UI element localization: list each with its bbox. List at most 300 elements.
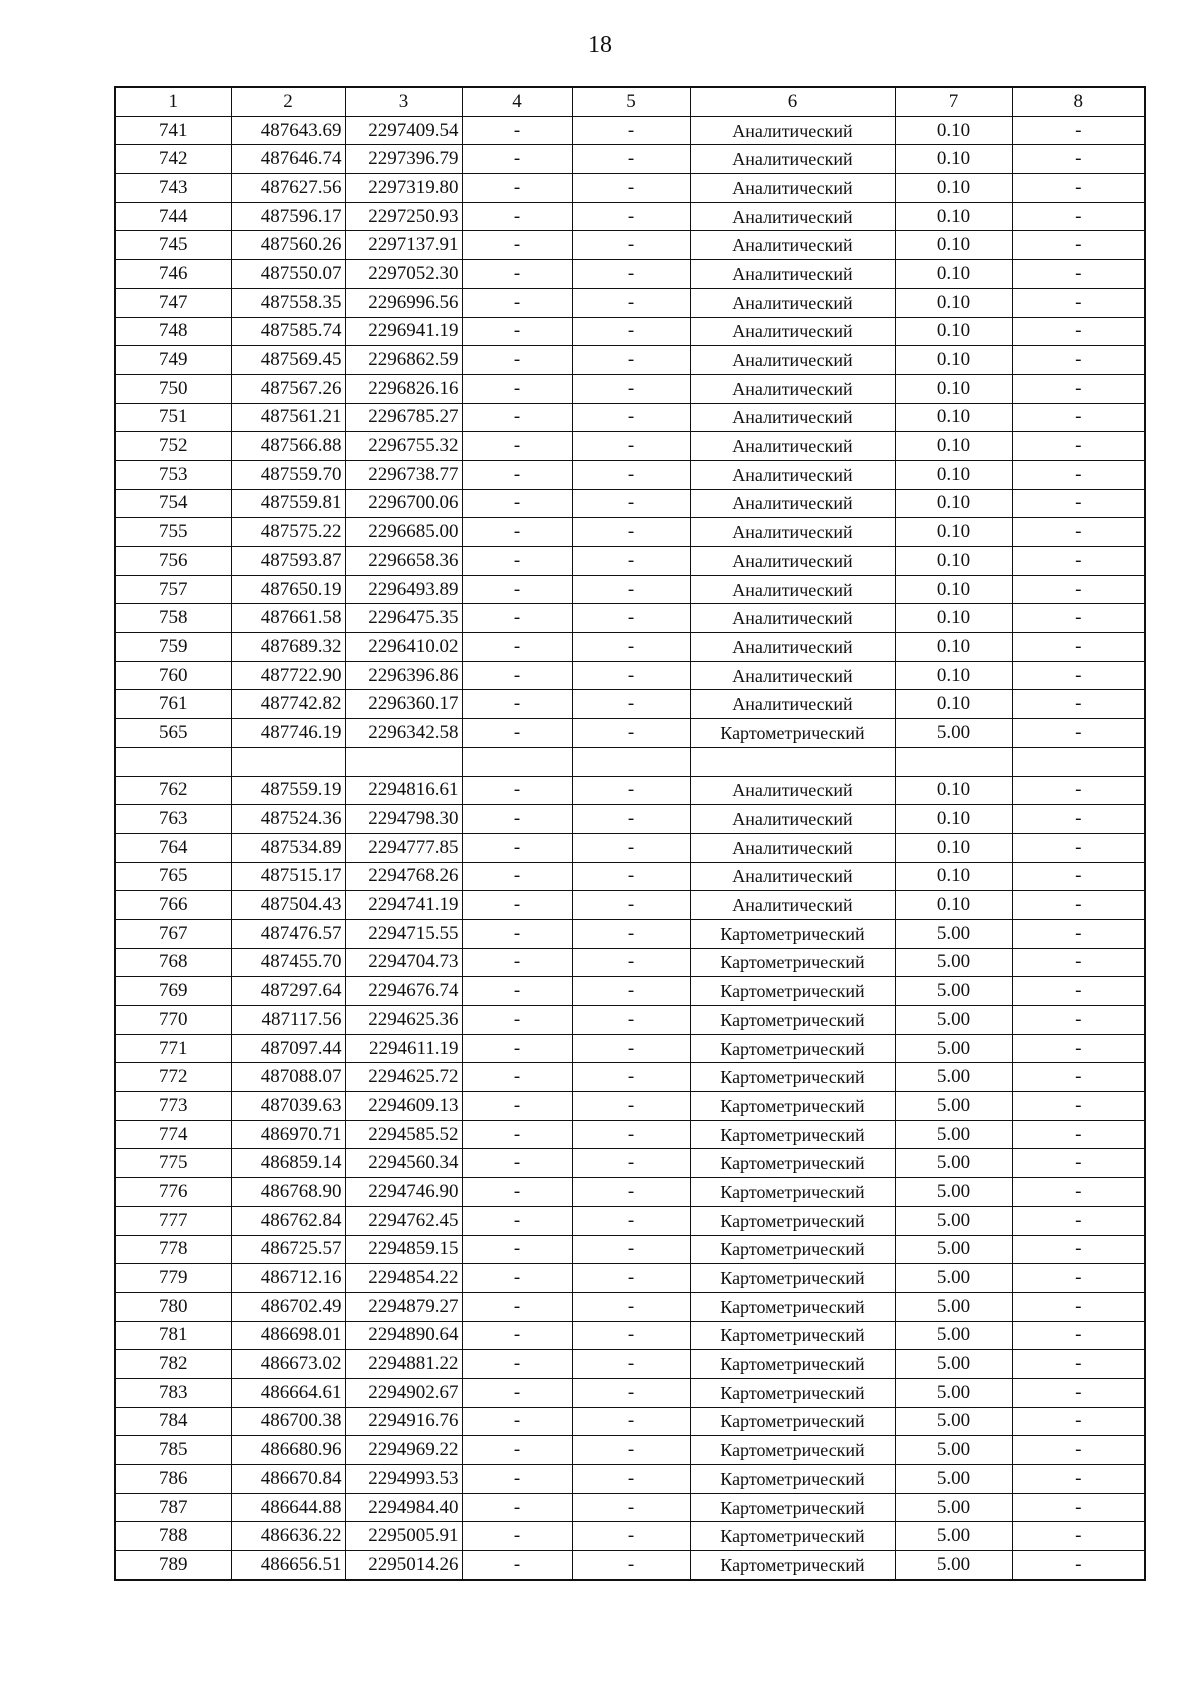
accuracy-cell: 5.00 [895,1493,1012,1522]
accuracy-cell: 0.10 [895,374,1012,403]
y-coordinate-cell: 2296658.36 [345,547,462,576]
table-row [115,260,1145,289]
table-row [115,1493,1145,1522]
y-coordinate-cell: 2296396.86 [345,661,462,690]
column-4-cell: - [462,862,572,891]
point-number-cell: 776 [115,1178,231,1207]
x-coordinate-cell: 486636.22 [231,1522,345,1551]
column-5-cell: - [572,1436,690,1465]
y-coordinate-cell: 2294969.22 [345,1436,462,1465]
y-coordinate-cell: 2296941.19 [345,317,462,346]
point-number-cell: 744 [115,202,231,231]
x-coordinate-cell: 487650.19 [231,575,345,604]
point-number-cell: 780 [115,1292,231,1321]
accuracy-cell: 0.10 [895,690,1012,719]
column-4-cell: - [462,1178,572,1207]
method-cell: Аналитический [690,661,895,690]
accuracy-cell: 5.00 [895,1321,1012,1350]
accuracy-cell: 0.10 [895,604,1012,633]
accuracy-cell: 5.00 [895,1206,1012,1235]
column-4-cell: - [462,145,572,174]
method-cell: Картометрический [690,1551,895,1580]
point-number-cell: 754 [115,489,231,518]
table-row [115,604,1145,633]
method-cell: Картометрический [690,1206,895,1235]
page-number: 18 [588,32,612,58]
table-row [115,1465,1145,1494]
x-coordinate-cell: 486664.61 [231,1378,345,1407]
column-header: 2 [231,87,345,116]
x-coordinate-cell: 486725.57 [231,1235,345,1264]
method-cell: Аналитический [690,633,895,662]
accuracy-cell: 5.00 [895,1292,1012,1321]
point-number-cell: 789 [115,1551,231,1580]
column-4-cell: - [462,1063,572,1092]
column-8-cell: - [1012,1206,1145,1235]
column-8-cell: - [1012,1292,1145,1321]
column-4-cell: - [462,1292,572,1321]
accuracy-cell: 0.10 [895,891,1012,920]
point-number-cell: 755 [115,518,231,547]
table-row [115,833,1145,862]
column-5-cell: - [572,690,690,719]
accuracy-cell: 0.10 [895,260,1012,289]
column-8-cell: - [1012,489,1145,518]
column-4-cell: - [462,833,572,862]
table-row [115,174,1145,203]
column-4-cell: - [462,604,572,633]
column-4-cell: - [462,460,572,489]
x-coordinate-cell: 487559.70 [231,460,345,489]
column-4-cell: - [462,1092,572,1121]
table-row [115,1292,1145,1321]
column-8-cell: - [1012,1120,1145,1149]
point-number-cell: 770 [115,1006,231,1035]
x-coordinate-cell: 487088.07 [231,1063,345,1092]
x-coordinate-cell: 487569.45 [231,346,345,375]
table-row [115,1006,1145,1035]
method-cell: Картометрический [690,1149,895,1178]
column-header: 7 [895,87,1012,116]
column-5-cell: - [572,1149,690,1178]
column-5-cell: - [572,805,690,834]
x-coordinate-cell: 487627.56 [231,174,345,203]
accuracy-cell: 0.10 [895,862,1012,891]
point-number-cell: 785 [115,1436,231,1465]
column-4-cell: - [462,1235,572,1264]
accuracy-cell: 5.00 [895,1120,1012,1149]
method-cell: Картометрический [690,977,895,1006]
y-coordinate-cell: 2296785.27 [345,403,462,432]
accuracy-cell: 0.10 [895,633,1012,662]
column-4-cell: - [462,174,572,203]
column-8-cell: - [1012,833,1145,862]
y-coordinate-cell: 2294762.45 [345,1206,462,1235]
column-header: 5 [572,87,690,116]
column-4-cell: - [462,202,572,231]
column-8-cell: - [1012,977,1145,1006]
point-number-cell: 747 [115,288,231,317]
column-4-cell: - [462,1206,572,1235]
y-coordinate-cell: 2294890.64 [345,1321,462,1350]
method-cell: Аналитический [690,833,895,862]
y-coordinate-cell: 2296738.77 [345,460,462,489]
column-5-cell: - [572,1551,690,1580]
point-number-cell: 758 [115,604,231,633]
accuracy-cell: 0.10 [895,116,1012,145]
accuracy-cell: 5.00 [895,1235,1012,1264]
accuracy-cell: 5.00 [895,719,1012,748]
point-number-cell: 786 [115,1465,231,1494]
point-number-cell: 784 [115,1407,231,1436]
accuracy-cell: 0.10 [895,776,1012,805]
column-header: 3 [345,87,462,116]
point-number-cell: 760 [115,661,231,690]
method-cell: Аналитический [690,805,895,834]
column-8-cell: - [1012,1407,1145,1436]
table-row [115,1407,1145,1436]
point-number-cell: 767 [115,919,231,948]
column-8-cell: - [1012,432,1145,461]
column-5-cell: - [572,919,690,948]
point-number-cell: 743 [115,174,231,203]
method-cell: Аналитический [690,575,895,604]
column-8-cell: - [1012,919,1145,948]
accuracy-cell: 5.00 [895,1178,1012,1207]
column-5-cell: - [572,862,690,891]
accuracy-cell: 5.00 [895,1149,1012,1178]
column-4-cell: - [462,1120,572,1149]
accuracy-cell: 0.10 [895,489,1012,518]
column-5-cell: - [572,518,690,547]
y-coordinate-cell: 2294585.52 [345,1120,462,1149]
column-5-cell: - [572,1034,690,1063]
column-4-cell: - [462,231,572,260]
column-5-cell: - [572,1206,690,1235]
column-4-cell: - [462,1034,572,1063]
method-cell: Картометрический [690,1264,895,1293]
column-header: 8 [1012,87,1145,116]
table-row [115,403,1145,432]
accuracy-cell: 5.00 [895,1264,1012,1293]
table-row [115,145,1145,174]
x-coordinate-cell: 487559.19 [231,776,345,805]
y-coordinate-cell: 2296360.17 [345,690,462,719]
y-coordinate-cell: 2294902.67 [345,1378,462,1407]
column-8-cell: - [1012,1178,1145,1207]
column-4-cell: - [462,518,572,547]
column-8-cell: - [1012,1092,1145,1121]
method-cell: Аналитический [690,374,895,403]
method-cell: Аналитический [690,547,895,576]
column-8-cell: - [1012,202,1145,231]
y-coordinate-cell [345,747,462,776]
x-coordinate-cell: 487559.81 [231,489,345,518]
method-cell: Аналитический [690,116,895,145]
x-coordinate-cell: 487593.87 [231,547,345,576]
method-cell: Аналитический [690,604,895,633]
point-number-cell: 759 [115,633,231,662]
x-coordinate-cell: 487661.58 [231,604,345,633]
method-cell: Аналитический [690,891,895,920]
y-coordinate-cell: 2297409.54 [345,116,462,145]
method-cell [690,747,895,776]
column-5-cell: - [572,260,690,289]
x-coordinate-cell: 486680.96 [231,1436,345,1465]
table-row [115,1063,1145,1092]
column-5-cell: - [572,145,690,174]
column-4-cell: - [462,260,572,289]
table-row [115,1522,1145,1551]
x-coordinate-cell: 487689.32 [231,633,345,662]
column-4-cell: - [462,1321,572,1350]
table-row [115,919,1145,948]
column-8-cell: - [1012,174,1145,203]
column-8-cell: - [1012,1321,1145,1350]
y-coordinate-cell: 2296700.06 [345,489,462,518]
point-number-cell: 765 [115,862,231,891]
x-coordinate-cell: 487722.90 [231,661,345,690]
accuracy-cell: 5.00 [895,1034,1012,1063]
accuracy-cell: 0.10 [895,460,1012,489]
column-8-cell: - [1012,317,1145,346]
x-coordinate-cell: 486673.02 [231,1350,345,1379]
point-number-cell: 773 [115,1092,231,1121]
x-coordinate-cell: 487646.74 [231,145,345,174]
x-coordinate-cell: 486644.88 [231,1493,345,1522]
x-coordinate-cell: 486859.14 [231,1149,345,1178]
accuracy-cell: 0.10 [895,202,1012,231]
column-5-cell: - [572,317,690,346]
y-coordinate-cell: 2294560.34 [345,1149,462,1178]
table-row [115,719,1145,748]
x-coordinate-cell: 486712.16 [231,1264,345,1293]
accuracy-cell: 0.10 [895,346,1012,375]
method-cell: Картометрический [690,1006,895,1035]
column-5-cell: - [572,1522,690,1551]
column-5-cell: - [572,346,690,375]
accuracy-cell: 5.00 [895,977,1012,1006]
x-coordinate-cell: 487297.64 [231,977,345,1006]
column-5-cell: - [572,1378,690,1407]
point-number-cell: 751 [115,403,231,432]
point-number-cell: 781 [115,1321,231,1350]
point-number-cell: 763 [115,805,231,834]
column-8-cell: - [1012,1522,1145,1551]
column-5-cell: - [572,116,690,145]
y-coordinate-cell: 2296826.16 [345,374,462,403]
table-row [115,633,1145,662]
accuracy-cell: 5.00 [895,1006,1012,1035]
x-coordinate-cell: 486698.01 [231,1321,345,1350]
x-coordinate-cell: 487561.21 [231,403,345,432]
column-5-cell: - [572,288,690,317]
method-cell: Аналитический [690,460,895,489]
accuracy-cell: 0.10 [895,575,1012,604]
method-cell: Картометрический [690,1522,895,1551]
table-row [115,460,1145,489]
column-header: 4 [462,87,572,116]
column-4-cell: - [462,1465,572,1494]
point-number-cell: 783 [115,1378,231,1407]
table-row [115,891,1145,920]
table-row [115,977,1145,1006]
table-row [115,1436,1145,1465]
column-4-cell: - [462,346,572,375]
column-4-cell: - [462,489,572,518]
table-row [115,231,1145,260]
table-row [115,776,1145,805]
column-4-cell: - [462,547,572,576]
table-row [115,1120,1145,1149]
column-4-cell: - [462,288,572,317]
column-8-cell: - [1012,1378,1145,1407]
column-4-cell: - [462,116,572,145]
column-8-cell: - [1012,690,1145,719]
point-number-cell: 741 [115,116,231,145]
column-5-cell: - [572,374,690,403]
y-coordinate-cell: 2294676.74 [345,977,462,1006]
column-4-cell: - [462,432,572,461]
method-cell: Картометрический [690,1120,895,1149]
column-4-cell: - [462,403,572,432]
method-cell: Аналитический [690,346,895,375]
column-8-cell: - [1012,1551,1145,1580]
accuracy-cell: 5.00 [895,1407,1012,1436]
column-5-cell: - [572,202,690,231]
column-5-cell [572,747,690,776]
column-5-cell: - [572,633,690,662]
accuracy-cell: 5.00 [895,1522,1012,1551]
method-cell: Аналитический [690,518,895,547]
method-cell: Аналитический [690,231,895,260]
point-number-cell: 777 [115,1206,231,1235]
table-row [115,317,1145,346]
column-4-cell: - [462,1264,572,1293]
column-4-cell: - [462,891,572,920]
column-5-cell: - [572,547,690,576]
y-coordinate-cell: 2294859.15 [345,1235,462,1264]
y-coordinate-cell: 2297396.79 [345,145,462,174]
y-coordinate-cell: 2294993.53 [345,1465,462,1494]
point-number-cell: 750 [115,374,231,403]
point-number-cell: 752 [115,432,231,461]
x-coordinate-cell: 487560.26 [231,231,345,260]
column-4-cell: - [462,1350,572,1379]
table-row [115,1206,1145,1235]
point-number-cell: 749 [115,346,231,375]
x-coordinate-cell: 486768.90 [231,1178,345,1207]
x-coordinate-cell: 487746.19 [231,719,345,748]
column-5-cell: - [572,1178,690,1207]
method-cell: Аналитический [690,862,895,891]
column-5-cell: - [572,776,690,805]
column-8-cell: - [1012,547,1145,576]
method-cell: Картометрический [690,1378,895,1407]
column-5-cell: - [572,460,690,489]
y-coordinate-cell: 2294984.40 [345,1493,462,1522]
table-row [115,288,1145,317]
y-coordinate-cell: 2297137.91 [345,231,462,260]
method-cell: Картометрический [690,1407,895,1436]
column-5-cell: - [572,1235,690,1264]
table-row [115,1321,1145,1350]
y-coordinate-cell: 2294916.76 [345,1407,462,1436]
column-8-cell: - [1012,575,1145,604]
method-cell: Аналитический [690,174,895,203]
y-coordinate-cell: 2296755.32 [345,432,462,461]
table-row [115,116,1145,145]
method-cell: Аналитический [690,489,895,518]
method-cell: Картометрический [690,1092,895,1121]
table-row [115,805,1145,834]
column-4-cell: - [462,948,572,977]
y-coordinate-cell: 2296342.58 [345,719,462,748]
point-number-cell: 762 [115,776,231,805]
method-cell: Аналитический [690,776,895,805]
accuracy-cell: 0.10 [895,145,1012,174]
point-number-cell [115,747,231,776]
table-row [115,1551,1145,1580]
accuracy-cell: 0.10 [895,174,1012,203]
table-row [115,518,1145,547]
x-coordinate-cell: 487534.89 [231,833,345,862]
x-coordinate-cell: 486670.84 [231,1465,345,1494]
column-5-cell: - [572,661,690,690]
x-coordinate-cell: 487575.22 [231,518,345,547]
x-coordinate-cell: 487117.56 [231,1006,345,1035]
x-coordinate-cell: 487455.70 [231,948,345,977]
method-cell: Аналитический [690,432,895,461]
column-8-cell: - [1012,891,1145,920]
column-5-cell: - [572,1493,690,1522]
column-8-cell: - [1012,288,1145,317]
column-5-cell: - [572,948,690,977]
accuracy-cell: 5.00 [895,1436,1012,1465]
column-4-cell: - [462,575,572,604]
accuracy-cell: 0.10 [895,518,1012,547]
column-8-cell: - [1012,1235,1145,1264]
column-5-cell: - [572,1120,690,1149]
point-number-cell: 746 [115,260,231,289]
column-8-cell: - [1012,518,1145,547]
point-number-cell: 772 [115,1063,231,1092]
method-cell: Картометрический [690,1321,895,1350]
column-8-cell: - [1012,1465,1145,1494]
method-cell: Картометрический [690,1493,895,1522]
point-number-cell: 745 [115,231,231,260]
column-5-cell: - [572,403,690,432]
column-4-cell: - [462,1551,572,1580]
column-header: 1 [115,87,231,116]
point-number-cell: 768 [115,948,231,977]
column-5-cell: - [572,575,690,604]
column-4-cell: - [462,1149,572,1178]
y-coordinate-cell: 2294625.72 [345,1063,462,1092]
table-row [115,690,1145,719]
method-cell: Картометрический [690,1063,895,1092]
y-coordinate-cell: 2294881.22 [345,1350,462,1379]
point-number-cell: 757 [115,575,231,604]
y-coordinate-cell: 2296685.00 [345,518,462,547]
table-row [115,1350,1145,1379]
y-coordinate-cell: 2294715.55 [345,919,462,948]
column-8-cell: - [1012,1264,1145,1293]
column-4-cell: - [462,1522,572,1551]
x-coordinate-cell: 487585.74 [231,317,345,346]
point-number-cell: 779 [115,1264,231,1293]
y-coordinate-cell: 2294741.19 [345,891,462,920]
